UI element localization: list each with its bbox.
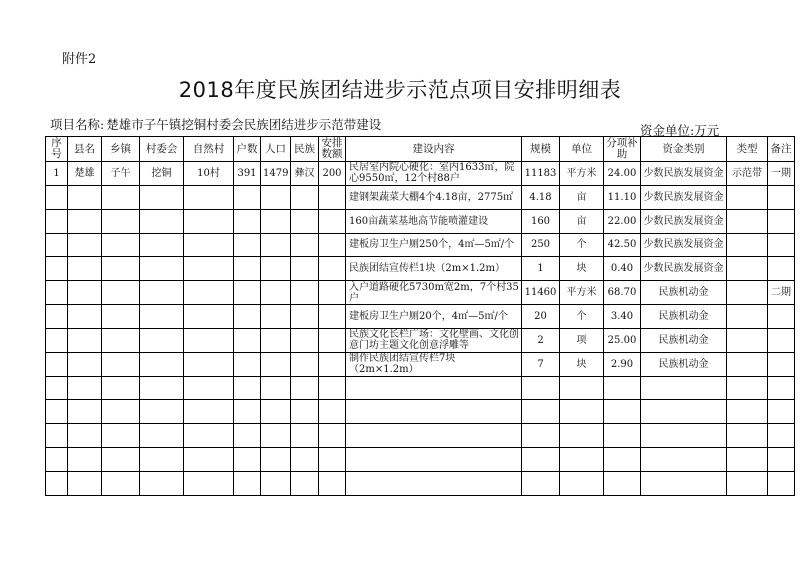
cell-content: 民族团结宣传栏1块（2m×1.2m） bbox=[346, 257, 522, 281]
cell-village-committee bbox=[140, 376, 184, 400]
header-town: 乡镇 bbox=[102, 137, 140, 162]
header-unit: 单位 bbox=[560, 137, 604, 162]
cell-ethnicity bbox=[291, 185, 319, 209]
cell-unit: 块 bbox=[560, 352, 604, 376]
cell-households bbox=[234, 471, 261, 495]
header-scale: 规模 bbox=[522, 137, 560, 162]
cell-arranged-count bbox=[319, 328, 346, 352]
cell-ethnicity bbox=[291, 305, 319, 329]
cell-village-committee bbox=[140, 471, 184, 495]
cell-county: 楚雄 bbox=[68, 162, 102, 186]
cell-seq bbox=[46, 376, 68, 400]
cell-unit: 个 bbox=[560, 233, 604, 257]
cell-natural-village bbox=[184, 376, 234, 400]
cell-arranged-count bbox=[319, 185, 346, 209]
cell-type bbox=[727, 328, 768, 352]
cell-seq bbox=[46, 328, 68, 352]
cell-households bbox=[234, 328, 261, 352]
cell-content: 160亩蔬菜基地高节能喷灌建设 bbox=[346, 209, 522, 233]
cell-scale: 160 bbox=[522, 209, 560, 233]
cell-unit: 平方米 bbox=[560, 281, 604, 305]
cell-county bbox=[68, 185, 102, 209]
project-detail-table bbox=[45, 136, 795, 496]
cell-fund-type: 少数民族发展资金 bbox=[641, 233, 727, 257]
cell-village-committee bbox=[140, 209, 184, 233]
cell-natural-village bbox=[184, 257, 234, 281]
cell-unit: 项 bbox=[560, 328, 604, 352]
cell-arranged-count bbox=[319, 424, 346, 448]
cell-subsidy: 24.00 bbox=[604, 162, 641, 186]
attachment-label: 附件2 bbox=[62, 52, 97, 67]
cell-note bbox=[768, 352, 795, 376]
cell-county bbox=[68, 400, 102, 424]
cell-note bbox=[768, 424, 795, 448]
cell-type bbox=[727, 448, 768, 472]
cell-type: 示范带 bbox=[727, 162, 768, 186]
cell-population bbox=[261, 328, 291, 352]
cell-seq bbox=[46, 448, 68, 472]
cell-type bbox=[727, 424, 768, 448]
cell-town bbox=[102, 328, 140, 352]
table-row bbox=[46, 209, 795, 233]
cell-households bbox=[234, 424, 261, 448]
cell-note bbox=[768, 233, 795, 257]
cell-subsidy bbox=[604, 448, 641, 472]
cell-subsidy bbox=[604, 400, 641, 424]
cell-seq bbox=[46, 257, 68, 281]
cell-seq bbox=[46, 209, 68, 233]
cell-seq bbox=[46, 281, 68, 305]
cell-arranged-count bbox=[319, 305, 346, 329]
cell-fund-type: 少数民族发展资金 bbox=[641, 162, 727, 186]
cell-county bbox=[68, 233, 102, 257]
cell-county bbox=[68, 376, 102, 400]
cell-town bbox=[102, 400, 140, 424]
header-county: 县名 bbox=[68, 137, 102, 162]
cell-fund-type bbox=[641, 400, 727, 424]
cell-type bbox=[727, 352, 768, 376]
cell-population bbox=[261, 424, 291, 448]
cell-town bbox=[102, 305, 140, 329]
cell-households bbox=[234, 376, 261, 400]
cell-note bbox=[768, 305, 795, 329]
cell-unit: 个 bbox=[560, 305, 604, 329]
cell-ethnicity bbox=[291, 376, 319, 400]
cell-note bbox=[768, 400, 795, 424]
cell-arranged-count bbox=[319, 400, 346, 424]
project-name bbox=[50, 115, 381, 133]
cell-village-committee bbox=[140, 233, 184, 257]
cell-fund-type: 少数民族发展资金 bbox=[641, 185, 727, 209]
cell-subsidy: 2.90 bbox=[604, 352, 641, 376]
table-row bbox=[46, 328, 795, 352]
cell-unit bbox=[560, 424, 604, 448]
cell-content: 民族文化长栏广场：文化壁画、文化创意门坊主题文化创意浮雕等 bbox=[346, 328, 522, 352]
cell-natural-village bbox=[184, 400, 234, 424]
cell-households bbox=[234, 448, 261, 472]
cell-fund-type bbox=[641, 471, 727, 495]
cell-type bbox=[727, 305, 768, 329]
cell-households bbox=[234, 185, 261, 209]
cell-seq bbox=[46, 233, 68, 257]
cell-county bbox=[68, 448, 102, 472]
cell-town bbox=[102, 257, 140, 281]
cell-scale bbox=[522, 471, 560, 495]
cell-content: 民居室内院心硬化：室内1633㎡，院心9550㎡，12个村88户 bbox=[346, 162, 522, 186]
project-name-value: 楚雄市子午镇挖铜村委会民族团结进步示范带建设 bbox=[106, 117, 382, 132]
cell-ethnicity bbox=[291, 233, 319, 257]
cell-subsidy: 22.00 bbox=[604, 209, 641, 233]
cell-note bbox=[768, 471, 795, 495]
cell-subsidy bbox=[604, 424, 641, 448]
cell-population bbox=[261, 352, 291, 376]
cell-scale bbox=[522, 400, 560, 424]
cell-note: 二期 bbox=[768, 281, 795, 305]
cell-ethnicity bbox=[291, 328, 319, 352]
table-row bbox=[46, 400, 795, 424]
cell-town bbox=[102, 448, 140, 472]
cell-village-committee bbox=[140, 185, 184, 209]
cell-population: 1479 bbox=[261, 162, 291, 186]
cell-note bbox=[768, 257, 795, 281]
cell-village-committee bbox=[140, 328, 184, 352]
cell-natural-village bbox=[184, 185, 234, 209]
cell-subsidy: 11.10 bbox=[604, 185, 641, 209]
fund-unit-label: 资金单位: bbox=[640, 123, 695, 138]
cell-scale: 20 bbox=[522, 305, 560, 329]
cell-scale: 250 bbox=[522, 233, 560, 257]
cell-population bbox=[261, 400, 291, 424]
cell-fund-type: 民族机动金 bbox=[641, 352, 727, 376]
cell-fund-type bbox=[641, 376, 727, 400]
cell-natural-village bbox=[184, 471, 234, 495]
cell-ethnicity: 彝汉 bbox=[291, 162, 319, 186]
cell-population bbox=[261, 471, 291, 495]
cell-note bbox=[768, 328, 795, 352]
cell-seq bbox=[46, 471, 68, 495]
cell-county bbox=[68, 352, 102, 376]
header-content: 建设内容 bbox=[346, 137, 522, 162]
cell-content bbox=[346, 424, 522, 448]
cell-arranged-count: 200 bbox=[319, 162, 346, 186]
cell-content: 建板房卫生户厕20个，4㎡—5㎡/个 bbox=[346, 305, 522, 329]
header-subsidy: 分项补助 bbox=[604, 137, 641, 162]
cell-village-committee bbox=[140, 424, 184, 448]
cell-ethnicity bbox=[291, 257, 319, 281]
table-row bbox=[46, 448, 795, 472]
cell-seq bbox=[46, 352, 68, 376]
cell-fund-type: 民族机动金 bbox=[641, 281, 727, 305]
cell-type bbox=[727, 281, 768, 305]
cell-note bbox=[768, 209, 795, 233]
cell-arranged-count bbox=[319, 376, 346, 400]
cell-natural-village bbox=[184, 209, 234, 233]
cell-town bbox=[102, 424, 140, 448]
cell-seq: 1 bbox=[46, 162, 68, 186]
cell-households bbox=[234, 209, 261, 233]
cell-county bbox=[68, 305, 102, 329]
cell-scale: 11460 bbox=[522, 281, 560, 305]
cell-households bbox=[234, 352, 261, 376]
table-body bbox=[46, 162, 795, 496]
cell-county bbox=[68, 209, 102, 233]
cell-natural-village: 10村 bbox=[184, 162, 234, 186]
cell-arranged-count bbox=[319, 471, 346, 495]
cell-natural-village bbox=[184, 233, 234, 257]
header-note: 备注 bbox=[768, 137, 795, 162]
cell-population bbox=[261, 185, 291, 209]
cell-content bbox=[346, 448, 522, 472]
cell-ethnicity bbox=[291, 424, 319, 448]
cell-subsidy: 25.00 bbox=[604, 328, 641, 352]
cell-arranged-count bbox=[319, 352, 346, 376]
cell-type bbox=[727, 400, 768, 424]
cell-fund-type: 民族机动金 bbox=[641, 328, 727, 352]
table-row bbox=[46, 376, 795, 400]
cell-households bbox=[234, 257, 261, 281]
cell-village-committee bbox=[140, 281, 184, 305]
cell-unit bbox=[560, 400, 604, 424]
cell-households bbox=[234, 233, 261, 257]
header-village-committee: 村委会 bbox=[140, 137, 184, 162]
cell-county bbox=[68, 257, 102, 281]
cell-households bbox=[234, 281, 261, 305]
cell-subsidy bbox=[604, 376, 641, 400]
table-row bbox=[46, 162, 795, 186]
cell-type bbox=[727, 471, 768, 495]
cell-village-committee bbox=[140, 352, 184, 376]
header-natural-village: 自然村 bbox=[184, 137, 234, 162]
cell-town bbox=[102, 209, 140, 233]
cell-households bbox=[234, 305, 261, 329]
cell-county bbox=[68, 328, 102, 352]
cell-scale bbox=[522, 424, 560, 448]
cell-content: 建板房卫生户厕250个，4㎡—5㎡/个 bbox=[346, 233, 522, 257]
cell-natural-village bbox=[184, 448, 234, 472]
cell-ethnicity bbox=[291, 352, 319, 376]
cell-ethnicity bbox=[291, 281, 319, 305]
cell-village-committee bbox=[140, 305, 184, 329]
cell-ethnicity bbox=[291, 471, 319, 495]
project-name-label: 项目名称: bbox=[50, 117, 105, 132]
cell-seq bbox=[46, 424, 68, 448]
cell-note bbox=[768, 185, 795, 209]
table-row bbox=[46, 185, 795, 209]
cell-content: 制作民族团结宣传栏7块（2m×1.2m） bbox=[346, 352, 522, 376]
cell-note bbox=[768, 448, 795, 472]
cell-households: 391 bbox=[234, 162, 261, 186]
cell-fund-type: 民族机动金 bbox=[641, 305, 727, 329]
cell-unit: 亩 bbox=[560, 209, 604, 233]
cell-type bbox=[727, 257, 768, 281]
cell-population bbox=[261, 376, 291, 400]
cell-type bbox=[727, 233, 768, 257]
cell-scale: 7 bbox=[522, 352, 560, 376]
cell-scale bbox=[522, 376, 560, 400]
cell-population bbox=[261, 233, 291, 257]
table-row bbox=[46, 257, 795, 281]
header-households: 户数 bbox=[234, 137, 261, 162]
cell-population bbox=[261, 448, 291, 472]
header-fund-type: 资金类别 bbox=[641, 137, 727, 162]
cell-fund-type bbox=[641, 448, 727, 472]
table-row bbox=[46, 424, 795, 448]
cell-population bbox=[261, 281, 291, 305]
cell-town bbox=[102, 281, 140, 305]
cell-town bbox=[102, 352, 140, 376]
cell-arranged-count bbox=[319, 448, 346, 472]
cell-county bbox=[68, 471, 102, 495]
cell-scale: 4.18 bbox=[522, 185, 560, 209]
cell-arranged-count bbox=[319, 257, 346, 281]
cell-content: 入户道路硬化5730m宽2m，7个村35户 bbox=[346, 281, 522, 305]
cell-scale: 1 bbox=[522, 257, 560, 281]
cell-village-committee: 挖铜 bbox=[140, 162, 184, 186]
cell-population bbox=[261, 209, 291, 233]
cell-ethnicity bbox=[291, 448, 319, 472]
document-title: 2018年度民族团结进步示范点项目安排明细表 bbox=[178, 78, 622, 102]
cell-natural-village bbox=[184, 424, 234, 448]
cell-seq bbox=[46, 400, 68, 424]
cell-natural-village bbox=[184, 281, 234, 305]
cell-type bbox=[727, 376, 768, 400]
cell-county bbox=[68, 281, 102, 305]
cell-scale: 2 bbox=[522, 328, 560, 352]
cell-content: 建钢架蔬菜大棚4个4.18亩，2775㎡ bbox=[346, 185, 522, 209]
cell-natural-village bbox=[184, 328, 234, 352]
cell-subsidy: 0.40 bbox=[604, 257, 641, 281]
cell-note bbox=[768, 376, 795, 400]
cell-scale bbox=[522, 448, 560, 472]
cell-county bbox=[68, 424, 102, 448]
table-header-row bbox=[46, 137, 795, 162]
cell-ethnicity bbox=[291, 209, 319, 233]
cell-unit bbox=[560, 376, 604, 400]
header-type: 类型 bbox=[727, 137, 768, 162]
fund-unit-value: 万元 bbox=[694, 123, 720, 138]
cell-type bbox=[727, 209, 768, 233]
header-arranged-count: 安排数额 bbox=[319, 137, 346, 162]
cell-households bbox=[234, 400, 261, 424]
cell-content bbox=[346, 471, 522, 495]
cell-town: 子午 bbox=[102, 162, 140, 186]
cell-subsidy: 68.70 bbox=[604, 281, 641, 305]
cell-fund-type: 少数民族发展资金 bbox=[641, 257, 727, 281]
cell-town bbox=[102, 233, 140, 257]
cell-population bbox=[261, 305, 291, 329]
cell-fund-type: 少数民族发展资金 bbox=[641, 209, 727, 233]
cell-subsidy: 42.50 bbox=[604, 233, 641, 257]
header-population: 人口 bbox=[261, 137, 291, 162]
cell-arranged-count bbox=[319, 233, 346, 257]
header-seq: 序号 bbox=[46, 137, 68, 162]
cell-unit: 亩 bbox=[560, 185, 604, 209]
table-row bbox=[46, 352, 795, 376]
cell-town bbox=[102, 471, 140, 495]
cell-scale: 11183 bbox=[522, 162, 560, 186]
cell-town bbox=[102, 185, 140, 209]
cell-unit: 块 bbox=[560, 257, 604, 281]
cell-ethnicity bbox=[291, 400, 319, 424]
cell-natural-village bbox=[184, 305, 234, 329]
table-row bbox=[46, 471, 795, 495]
cell-unit: 平方米 bbox=[560, 162, 604, 186]
cell-arranged-count bbox=[319, 281, 346, 305]
table-row bbox=[46, 233, 795, 257]
cell-population bbox=[261, 257, 291, 281]
cell-seq bbox=[46, 305, 68, 329]
cell-fund-type bbox=[641, 424, 727, 448]
cell-note: 一期 bbox=[768, 162, 795, 186]
cell-unit bbox=[560, 471, 604, 495]
cell-village-committee bbox=[140, 257, 184, 281]
cell-seq bbox=[46, 185, 68, 209]
cell-content bbox=[346, 400, 522, 424]
cell-natural-village bbox=[184, 352, 234, 376]
cell-subsidy bbox=[604, 471, 641, 495]
cell-subsidy: 3.40 bbox=[604, 305, 641, 329]
table-row bbox=[46, 281, 795, 305]
cell-village-committee bbox=[140, 448, 184, 472]
cell-unit bbox=[560, 448, 604, 472]
cell-village-committee bbox=[140, 400, 184, 424]
cell-town bbox=[102, 376, 140, 400]
cell-arranged-count bbox=[319, 209, 346, 233]
cell-type bbox=[727, 185, 768, 209]
table-row bbox=[46, 305, 795, 329]
cell-content bbox=[346, 376, 522, 400]
header-ethnicity: 民族 bbox=[291, 137, 319, 162]
